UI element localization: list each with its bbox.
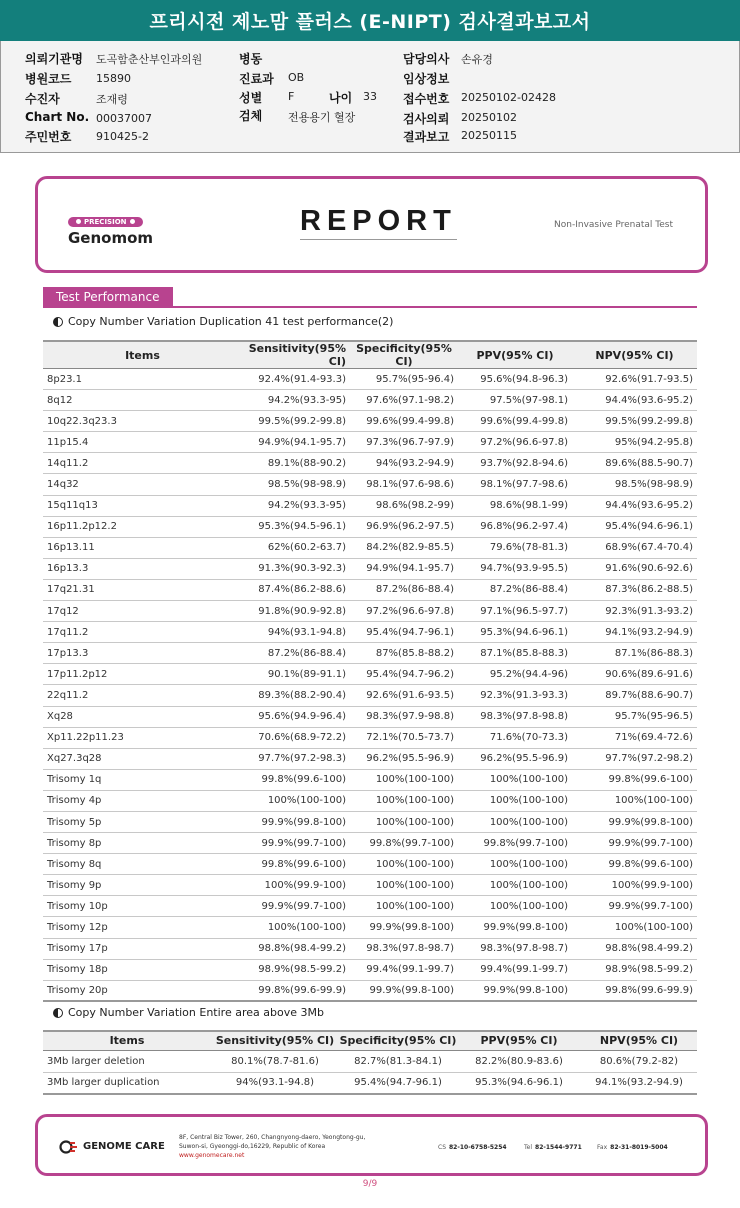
- table-row: [43, 706, 697, 727]
- row-item: Xq27.3q28: [43, 748, 242, 769]
- row-item: 15q11q13: [43, 495, 242, 516]
- row-item: 3Mb larger duplication: [43, 1072, 211, 1094]
- field-label: 수진자: [25, 92, 60, 106]
- row-value: 82.7%(81.3-84.1): [339, 1050, 457, 1072]
- row-item: 17p13.3: [43, 643, 242, 664]
- field-value: 손유경: [461, 53, 493, 66]
- row-value: 99.9%(99.7-100): [242, 896, 350, 917]
- company-url[interactable]: www.genomecare.net: [179, 1152, 245, 1159]
- row-value: 94.1%(93.2-94.9): [572, 622, 697, 643]
- row-value: 98.3%(97.8-98.7): [350, 938, 458, 959]
- table-row: [43, 1050, 697, 1072]
- row-value: 98.1%(97.6-98.6): [350, 474, 458, 495]
- field-value: 00037007: [96, 112, 152, 125]
- row-value: 95.3%(94.6-96.1): [457, 1072, 581, 1094]
- tel-contact: [524, 1144, 582, 1151]
- row-value: 95.2%(94.4-96): [458, 664, 572, 685]
- row-item: 17q11.2: [43, 622, 242, 643]
- col-specificity: Specificity(95% CI): [350, 341, 458, 369]
- row-value: 96.9%(96.2-97.5): [350, 516, 458, 537]
- row-value: 98.1%(97.7-98.6): [458, 474, 572, 495]
- table-row: [43, 579, 697, 600]
- table-row: [43, 980, 697, 1001]
- field-value: 20250102: [461, 111, 517, 124]
- row-value: 94%(93.1-94.8): [242, 622, 350, 643]
- row-value: 96.2%(95.5-96.9): [350, 748, 458, 769]
- row-value: 99.6%(99.4-99.8): [458, 411, 572, 432]
- row-value: 94.4%(93.6-95.2): [572, 390, 697, 411]
- row-value: 98.8%(98.4-99.2): [572, 938, 697, 959]
- col-ppv: PPV(95% CI): [458, 341, 572, 369]
- row-value: 100%(100-100): [350, 811, 458, 832]
- row-value: 99.9%(99.8-100): [458, 917, 572, 938]
- section-divider: [43, 306, 697, 308]
- row-value: 95.3%(94.6-96.1): [458, 622, 572, 643]
- row-item: 11p15.4: [43, 432, 242, 453]
- field-label: 성별: [239, 91, 263, 105]
- table-row: [43, 643, 697, 664]
- col-sensitivity: Sensitivity(95% CI): [242, 341, 350, 369]
- field-value: 도곡함춘산부인과의원: [96, 53, 203, 66]
- row-value: 87.2%(86-88.4): [458, 579, 572, 600]
- row-value: 94.9%(94.1-95.7): [350, 558, 458, 579]
- logo-name: Genomom: [68, 229, 154, 247]
- address-line: Suwon-si, Gyeonggi-do,16229, Republic of Korea: [179, 1143, 326, 1150]
- row-value: 94.2%(93.3-95): [242, 495, 350, 516]
- row-value: 71.6%(70-73.3): [458, 727, 572, 748]
- table-row: [43, 896, 697, 917]
- row-item: Trisomy 17p: [43, 938, 242, 959]
- cs-label: CS: [438, 1144, 446, 1151]
- row-value: 99.8%(99.6-100): [572, 769, 697, 790]
- table-row: [43, 833, 697, 854]
- table-row: [43, 811, 697, 832]
- row-item: Trisomy 20p: [43, 980, 242, 1001]
- row-item: 16p13.11: [43, 537, 242, 558]
- row-value: 99.9%(99.8-100): [242, 811, 350, 832]
- row-value: 87.4%(86.2-88.6): [242, 579, 350, 600]
- row-value: 99.9%(99.8-100): [350, 917, 458, 938]
- row-item: Trisomy 4p: [43, 790, 242, 811]
- row-value: 82.2%(80.9-83.6): [457, 1050, 581, 1072]
- field-label: 검체: [239, 109, 263, 123]
- row-value: 92.3%(91.3-93.3): [458, 685, 572, 706]
- row-value: 95.4%(94.7-96.2): [350, 664, 458, 685]
- row-item: 10q22.3q23.3: [43, 411, 242, 432]
- row-value: 99.8%(99.7-100): [350, 833, 458, 854]
- table-row: [43, 1072, 697, 1094]
- report-subtitle: Non-Invasive Prenatal Test: [554, 220, 673, 230]
- report-heading: REPORT: [300, 205, 457, 240]
- row-item: Trisomy 10p: [43, 896, 242, 917]
- table-row: [43, 790, 697, 811]
- row-item: 14q32: [43, 474, 242, 495]
- row-value: 100%(100-100): [458, 790, 572, 811]
- field-label: 병동: [239, 52, 263, 66]
- row-value: 62%(60.2-63.7): [242, 537, 350, 558]
- row-item: 8p23.1: [43, 369, 242, 390]
- row-value: 94.2%(93.3-95): [242, 390, 350, 411]
- row-item: 17q21.31: [43, 579, 242, 600]
- col-ppv: PPV(95% CI): [457, 1031, 581, 1050]
- row-value: 94.9%(94.1-95.7): [242, 432, 350, 453]
- row-value: 97.5%(97-98.1): [458, 390, 572, 411]
- report-title: 프리시전 제노맘 플러스 (E-NIPT) 검사결과보고서: [0, 0, 740, 41]
- row-value: 92.6%(91.6-93.5): [350, 685, 458, 706]
- row-value: 72.1%(70.5-73.7): [350, 727, 458, 748]
- row-value: 95.4%(94.7-96.1): [339, 1072, 457, 1094]
- cs-number: 82-10-6758-5254: [449, 1144, 507, 1151]
- row-value: 91.8%(90.9-92.8): [242, 601, 350, 622]
- row-value: 100%(99.9-100): [242, 875, 350, 896]
- row-value: 97.2%(96.6-97.8): [458, 432, 572, 453]
- row-value: 68.9%(67.4-70.4): [572, 537, 697, 558]
- company-name: GENOME CARE: [83, 1140, 165, 1152]
- table-row: [43, 938, 697, 959]
- row-value: 97.2%(96.6-97.8): [350, 601, 458, 622]
- row-value: 95.7%(95-96.4): [350, 369, 458, 390]
- section-title: Test Performance: [43, 287, 173, 307]
- row-value: 100%(100-100): [350, 769, 458, 790]
- table-row: [43, 727, 697, 748]
- half-circle-icon: [53, 317, 63, 327]
- row-value: 89.7%(88.6-90.7): [572, 685, 697, 706]
- genome-care-logo: [59, 1139, 165, 1153]
- row-value: 100%(100-100): [242, 790, 350, 811]
- field-label: 의뢰기관명: [25, 52, 83, 66]
- row-value: 95.6%(94.9-96.4): [242, 706, 350, 727]
- row-item: Trisomy 8q: [43, 854, 242, 875]
- row-value: 97.6%(97.1-98.2): [350, 390, 458, 411]
- row-value: 91.3%(90.3-92.3): [242, 558, 350, 579]
- company-address: [179, 1133, 365, 1160]
- row-value: 87.2%(86-88.4): [350, 579, 458, 600]
- table-row: [43, 558, 697, 579]
- table-row: [43, 390, 697, 411]
- entire-heading-text: Copy Number Variation Entire area above 3Mb: [68, 1006, 324, 1019]
- row-item: Xq28: [43, 706, 242, 727]
- row-value: 96.2%(95.5-96.9): [458, 748, 572, 769]
- row-value: 99.8%(99.6-100): [242, 769, 350, 790]
- row-value: 99.9%(99.8-100): [458, 980, 572, 1001]
- table-row: [43, 474, 697, 495]
- col-sensitivity: Sensitivity(95% CI): [211, 1031, 339, 1050]
- row-item: Trisomy 8p: [43, 833, 242, 854]
- row-item: Trisomy 5p: [43, 811, 242, 832]
- row-value: 99.9%(99.8-100): [350, 980, 458, 1001]
- table-row: [43, 601, 697, 622]
- fax-contact: [597, 1144, 668, 1151]
- row-value: 100%(100-100): [350, 896, 458, 917]
- col-items: Items: [43, 1031, 211, 1050]
- table-row: [43, 516, 697, 537]
- row-value: 71%(69.4-72.6): [572, 727, 697, 748]
- table-row: [43, 622, 697, 643]
- table-row: [43, 495, 697, 516]
- row-value: 87.1%(86-88.3): [572, 643, 697, 664]
- row-value: 95.4%(94.6-96.1): [572, 516, 697, 537]
- row-value: 94%(93.1-94.8): [211, 1072, 339, 1094]
- fax-label: Fax: [597, 1144, 608, 1151]
- row-value: 97.1%(96.5-97.7): [458, 601, 572, 622]
- genomom-logo: [68, 209, 153, 247]
- row-value: 92.3%(91.3-93.2): [572, 601, 697, 622]
- table-row: [43, 411, 697, 432]
- dup-performance-table: [43, 340, 697, 1002]
- row-value: 99.8%(99.7-100): [458, 833, 572, 854]
- row-value: 95.3%(94.5-96.1): [242, 516, 350, 537]
- row-value: 100%(100-100): [242, 917, 350, 938]
- row-value: 100%(100-100): [350, 875, 458, 896]
- row-item: 3Mb larger deletion: [43, 1050, 211, 1072]
- row-value: 99.4%(99.1-99.7): [458, 959, 572, 980]
- entire-performance-table: [43, 1030, 697, 1095]
- field-label: Chart No.: [25, 110, 90, 124]
- table-row: [43, 959, 697, 980]
- row-value: 100%(100-100): [572, 790, 697, 811]
- row-value: 99.8%(99.6-100): [242, 854, 350, 875]
- row-value: 97.7%(97.2-98.3): [242, 748, 350, 769]
- page-number: 9/9: [362, 1179, 378, 1189]
- footer-box: [35, 1114, 708, 1176]
- row-value: 98.3%(97.8-98.8): [458, 706, 572, 727]
- row-value: 99.9%(99.7-100): [572, 896, 697, 917]
- row-value: 84.2%(82.9-85.5): [350, 537, 458, 558]
- row-value: 80.1%(78.7-81.6): [211, 1050, 339, 1072]
- field-label: 결과보고: [403, 130, 450, 144]
- row-value: 98.6%(98.1-99): [458, 495, 572, 516]
- table-row: [43, 453, 697, 474]
- field-label: 병원코드: [25, 72, 72, 86]
- row-item: Trisomy 9p: [43, 875, 242, 896]
- field-value: 조재령: [96, 93, 128, 106]
- col-npv: NPV(95% CI): [581, 1031, 697, 1050]
- row-value: 97.7%(97.2-98.2): [572, 748, 697, 769]
- row-item: 17q12: [43, 601, 242, 622]
- field-label: 주민번호: [25, 130, 72, 144]
- row-item: 22q11.2: [43, 685, 242, 706]
- field-label: 검사의뢰: [403, 112, 450, 126]
- row-value: 95.7%(95-96.5): [572, 706, 697, 727]
- row-value: 94.7%(93.9-95.5): [458, 558, 572, 579]
- row-value: 92.4%(91.4-93.3): [242, 369, 350, 390]
- row-value: 99.9%(99.8-100): [572, 811, 697, 832]
- row-item: 8q12: [43, 390, 242, 411]
- age-label: 나이: [329, 91, 353, 105]
- row-value: 100%(100-100): [572, 917, 697, 938]
- row-value: 89.6%(88.5-90.7): [572, 453, 697, 474]
- genome-care-icon: [59, 1139, 79, 1153]
- table-row: [43, 854, 697, 875]
- table-row: [43, 769, 697, 790]
- row-value: 80.6%(79.2-82): [581, 1050, 697, 1072]
- field-label: 접수번호: [403, 92, 450, 106]
- precision-badge: PRECISION: [68, 217, 143, 227]
- row-value: 100%(100-100): [350, 854, 458, 875]
- col-npv: NPV(95% CI): [572, 341, 697, 369]
- row-value: 89.1%(88-90.2): [242, 453, 350, 474]
- row-item: 16p11.2p12.2: [43, 516, 242, 537]
- row-value: 94%(93.2-94.9): [350, 453, 458, 474]
- row-value: 87.1%(85.8-88.3): [458, 643, 572, 664]
- address-line: 8F, Central Biz Tower, 260, Changnyong-daero, Yeongtong-gu,: [179, 1134, 366, 1141]
- row-value: 100%(99.9-100): [572, 875, 697, 896]
- row-value: 94.4%(93.6-95.2): [572, 495, 697, 516]
- row-value: 97.3%(96.7-97.9): [350, 432, 458, 453]
- table-row: [43, 748, 697, 769]
- row-value: 100%(100-100): [458, 769, 572, 790]
- patient-info: [0, 41, 740, 153]
- row-value: 96.8%(96.2-97.4): [458, 516, 572, 537]
- row-value: 98.9%(98.5-99.2): [242, 959, 350, 980]
- row-value: 87.3%(86.2-88.5): [572, 579, 697, 600]
- row-value: 90.6%(89.6-91.6): [572, 664, 697, 685]
- field-label: 임상정보: [403, 72, 450, 86]
- row-value: 94.1%(93.2-94.9): [581, 1072, 697, 1094]
- row-value: 99.8%(99.6-100): [572, 854, 697, 875]
- row-value: 89.3%(88.2-90.4): [242, 685, 350, 706]
- row-value: 95.6%(94.8-96.3): [458, 369, 572, 390]
- row-value: 100%(100-100): [458, 854, 572, 875]
- row-value: 93.7%(92.8-94.6): [458, 453, 572, 474]
- row-value: 99.5%(99.2-99.8): [572, 411, 697, 432]
- row-value: 99.6%(99.4-99.8): [350, 411, 458, 432]
- entire-heading: [53, 1006, 324, 1019]
- table-row: [43, 875, 697, 896]
- row-item: 17p11.2p12: [43, 664, 242, 685]
- row-value: 100%(100-100): [458, 875, 572, 896]
- row-value: 99.4%(99.1-99.7): [350, 959, 458, 980]
- field-value: 910425-2: [96, 130, 149, 143]
- row-value: 99.5%(99.2-99.8): [242, 411, 350, 432]
- col-items: Items: [43, 341, 242, 369]
- field-value: OB: [288, 71, 305, 84]
- row-value: 87.2%(86-88.4): [242, 643, 350, 664]
- field-value: 전용용기 혈장: [288, 111, 356, 124]
- field-label: 진료과: [239, 72, 274, 86]
- field-value: 20250115: [461, 129, 517, 142]
- row-value: 100%(100-100): [350, 790, 458, 811]
- row-item: Xp11.22p11.23: [43, 727, 242, 748]
- row-value: 91.6%(90.6-92.6): [572, 558, 697, 579]
- field-value: 15890: [96, 72, 131, 85]
- dup-heading: [53, 315, 393, 328]
- row-value: 95%(94.2-95.8): [572, 432, 697, 453]
- row-item: Trisomy 18p: [43, 959, 242, 980]
- row-value: 70.6%(68.9-72.2): [242, 727, 350, 748]
- row-value: 100%(100-100): [458, 896, 572, 917]
- dup-heading-text: Copy Number Variation Duplication 41 test performance(2): [68, 315, 394, 328]
- row-item: 16p13.3: [43, 558, 242, 579]
- row-value: 98.3%(97.9-98.8): [350, 706, 458, 727]
- row-item: Trisomy 12p: [43, 917, 242, 938]
- table-row: [43, 369, 697, 390]
- half-circle-icon: [53, 1008, 63, 1018]
- col-specificity: Specificity(95% CI): [339, 1031, 457, 1050]
- row-value: 92.6%(91.7-93.5): [572, 369, 697, 390]
- field-value: 20250102-02428: [461, 91, 556, 104]
- row-value: 99.9%(99.7-100): [572, 833, 697, 854]
- row-value: 99.8%(99.6-99.9): [572, 980, 697, 1001]
- row-item: 14q11.2: [43, 453, 242, 474]
- table-row: [43, 685, 697, 706]
- cs-contact: [438, 1144, 507, 1151]
- row-item: Trisomy 1q: [43, 769, 242, 790]
- row-value: 98.3%(97.8-98.7): [458, 938, 572, 959]
- row-value: 98.5%(98-98.9): [572, 474, 697, 495]
- fax-number: 82-31-8019-5004: [610, 1144, 668, 1151]
- row-value: 79.6%(78-81.3): [458, 537, 572, 558]
- report-header-box: [35, 176, 708, 273]
- row-value: 98.5%(98-98.9): [242, 474, 350, 495]
- table-row: [43, 432, 697, 453]
- table-row: [43, 917, 697, 938]
- row-value: 99.8%(99.6-99.9): [242, 980, 350, 1001]
- row-value: 99.9%(99.7-100): [242, 833, 350, 854]
- row-value: 87%(85.8-88.2): [350, 643, 458, 664]
- row-value: 100%(100-100): [458, 811, 572, 832]
- field-label: 담당의사: [403, 52, 450, 66]
- field-value: F: [288, 90, 295, 103]
- table-row: [43, 664, 697, 685]
- row-value: 90.1%(89-91.1): [242, 664, 350, 685]
- tel-number: 82-1544-9771: [535, 1144, 582, 1151]
- table-row: [43, 537, 697, 558]
- row-value: 95.4%(94.7-96.1): [350, 622, 458, 643]
- tel-label: Tel: [524, 1144, 533, 1151]
- age-value: 33: [363, 90, 377, 103]
- row-value: 98.8%(98.4-99.2): [242, 938, 350, 959]
- row-value: 98.6%(98.2-99): [350, 495, 458, 516]
- row-value: 98.9%(98.5-99.2): [572, 959, 697, 980]
